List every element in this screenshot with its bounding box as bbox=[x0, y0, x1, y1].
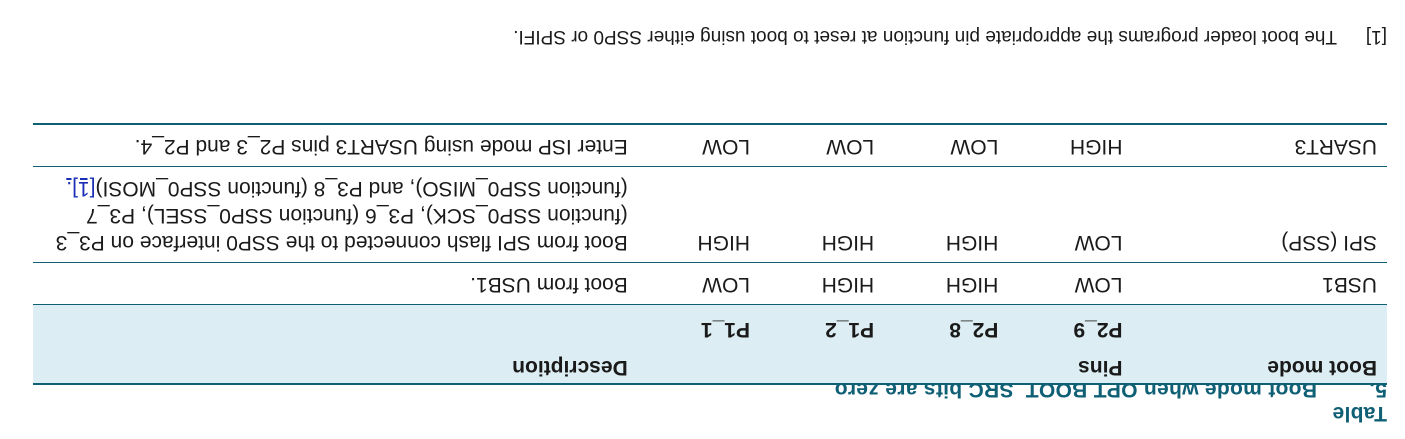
header-boot-mode: Boot mode bbox=[1267, 356, 1377, 379]
cell-pin: HIGH bbox=[945, 273, 999, 296]
description-text: Boot from SPI flash connected to the SSP0 interface on P3_3 (function SSP0_SCK), P3_6 (function SSP0_SSEL), P3_7 (function SSP0_MISO), and P3_8 (function SSP0_MOSI) bbox=[55, 177, 628, 254]
footnote-link[interactable]: [1]. bbox=[66, 177, 96, 200]
cell-pin: LOW bbox=[702, 135, 750, 158]
table-row bbox=[33, 124, 1387, 167]
header-pins: Pins bbox=[1078, 356, 1123, 379]
cell-pin: LOW bbox=[1074, 231, 1123, 254]
header-pin: P1_1 bbox=[700, 318, 750, 341]
header-description: Description bbox=[512, 356, 628, 379]
cell-pin: HIGH bbox=[1069, 135, 1123, 158]
cell-pin: LOW bbox=[950, 135, 999, 158]
cell-description bbox=[33, 167, 638, 263]
cell-pin: LOW bbox=[1074, 273, 1123, 296]
cell-pin: LOW bbox=[702, 273, 750, 296]
cell-pin: HIGH bbox=[697, 231, 750, 254]
cell-mode: USART3 bbox=[1294, 135, 1377, 158]
table-number: Table 5. bbox=[1332, 378, 1387, 425]
cell-pin: HIGH bbox=[821, 231, 875, 254]
cell-mode: USB1 bbox=[1322, 273, 1377, 296]
table-row bbox=[33, 263, 1387, 305]
cell-pin: HIGH bbox=[945, 231, 999, 254]
header-blank bbox=[1132, 305, 1387, 344]
description-text: Enter ISP mode using USART3 pins P2_3 and P2_4. bbox=[134, 135, 628, 158]
boot-mode-table bbox=[33, 123, 1387, 385]
table-row bbox=[33, 167, 1387, 263]
table-title: Boot mode when OPT BOOT_SRC bits are zero bbox=[834, 378, 1317, 401]
cell-description bbox=[33, 263, 638, 305]
footnote bbox=[513, 25, 1387, 47]
header-pin: P2_8 bbox=[949, 318, 999, 341]
cell-pin: HIGH bbox=[821, 273, 875, 296]
footnote-text: The boot loader programs the appropriate pin function at reset to boot using either SSP0 or SPIFI. bbox=[513, 26, 1337, 47]
footnote-ref: [1] bbox=[1365, 26, 1387, 47]
cell-pin: LOW bbox=[826, 135, 875, 158]
header-blank bbox=[33, 305, 638, 344]
cell-mode: SPI (SSP) bbox=[1281, 231, 1377, 254]
cell-description bbox=[33, 124, 638, 167]
header-pin: P2_9 bbox=[1073, 318, 1123, 341]
header-pin: P1_2 bbox=[825, 318, 875, 341]
description-text: Boot from USB1. bbox=[470, 273, 628, 296]
